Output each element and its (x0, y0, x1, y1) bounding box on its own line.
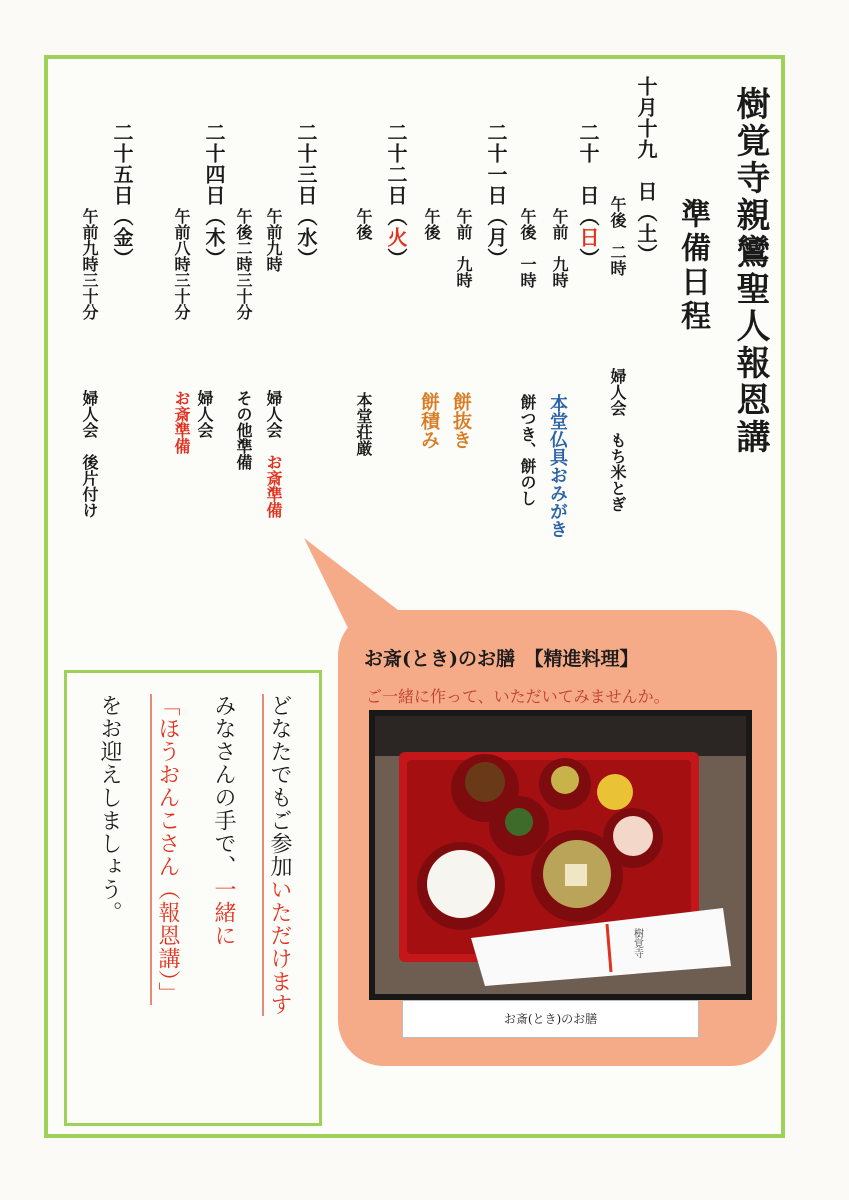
schedule-time: 午前 九時 (550, 208, 569, 288)
invitation-line-1: どなたでもご参加いただけます (262, 694, 295, 1016)
meal-photo (369, 710, 752, 1000)
weekday: 水 (294, 227, 318, 248)
date-text: 二十 日（ (576, 122, 600, 227)
date-text: 二十二日（ (384, 122, 408, 227)
date-text: 十月十九 日（ (634, 76, 658, 223)
schedule-time: 午前 九時 (454, 208, 473, 288)
schedule-time: 午後 一時 (518, 208, 537, 288)
task-highlight: お斎準備 (172, 390, 191, 454)
weekday: 金 (110, 227, 134, 248)
bubble-note: ご一緒に作って、いただいてみませんか。 (366, 687, 670, 706)
date-text: 二十一日（ (484, 122, 508, 227)
paren: ） (576, 248, 600, 269)
schedule-time: 午後二時三十分 (234, 208, 253, 320)
task-highlight: お斎準備 (264, 454, 283, 518)
paren: ） (384, 248, 408, 269)
invitation-line-4: をお迎えしましょう。 (97, 694, 122, 924)
schedule-task: 婦人会 お斎準備 (172, 390, 214, 454)
schedule-time: 午前九時 (264, 208, 283, 272)
schedule-task: 婦人会 後片付け (80, 390, 99, 518)
highlight: いただけます (267, 878, 292, 1016)
schedule-date (292, 122, 321, 269)
meal-illustration (375, 716, 746, 994)
photo-caption: お斎(とき)のお膳 (402, 1000, 699, 1038)
schedule-time: 午後 (422, 208, 441, 240)
schedule-task: 婦人会 もち米とぎ (608, 368, 627, 512)
schedule-task: 本堂仏具おみがき (547, 394, 568, 538)
weekday: 月 (484, 227, 508, 248)
schedule-time: 午前八時三十分 (172, 208, 191, 320)
invitation-line-3: 「ほうおんこさん（報恩講）」 (150, 694, 183, 1005)
paren: ） (202, 248, 226, 269)
schedule-task: 婦人会 お斎準備 (264, 390, 283, 518)
date-text: 二十四日（ (202, 122, 226, 227)
schedule-time: 午後 (354, 208, 373, 240)
schedule-time: 午後 二時 (608, 196, 627, 276)
paren: ） (110, 248, 134, 269)
weekday: 木 (202, 227, 226, 248)
schedule-date (108, 122, 137, 269)
schedule-date (632, 76, 661, 265)
wrapper-text: 樹覚寺 (631, 928, 643, 958)
highlight: 一緒に (211, 878, 236, 947)
paren: ） (484, 248, 508, 269)
weekday: 土 (634, 223, 658, 244)
invitation-line-2: みなさんの手で、一緒に (211, 694, 236, 947)
page-title: 樹覚寺親鸞聖人報恩講 (730, 86, 770, 456)
page-subtitle: 準備日程 (675, 198, 710, 334)
schedule-time: 午前九時三十分 (80, 208, 99, 320)
date-text: 二十三日（ (294, 122, 318, 227)
paren: ） (294, 248, 318, 269)
schedule-date (382, 122, 411, 269)
date-text: 二十五日（ (110, 122, 134, 227)
schedule-date (482, 122, 511, 269)
schedule-date (200, 122, 229, 269)
schedule-date (574, 122, 603, 269)
schedule-task: その他準備 (234, 390, 253, 470)
extra-task: 餅積み (418, 392, 440, 449)
bubble-title: お斎(とき)のお膳 【精進料理】 (364, 648, 639, 670)
schedule-task: 餅つき、餅のし (518, 394, 537, 506)
schedule-task: 本堂荘厳 (354, 392, 373, 456)
schedule-task: 餅抜き (450, 392, 472, 449)
weekday: 火 (384, 227, 408, 248)
paren: ） (634, 244, 658, 265)
weekday: 日 (576, 227, 600, 248)
